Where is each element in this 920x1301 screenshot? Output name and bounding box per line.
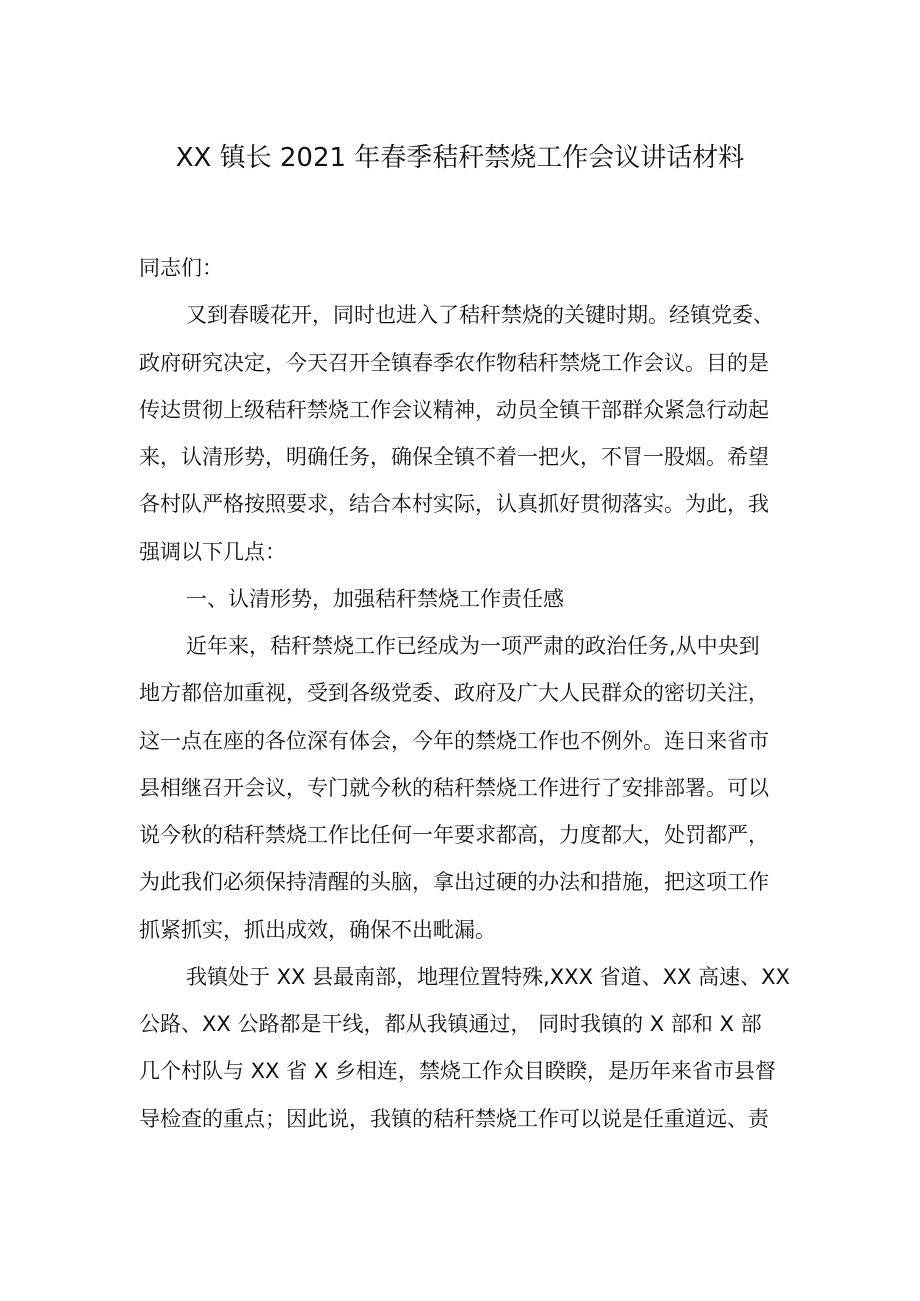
document-title: XX 镇长 2021 年春季秸秆禁烧工作会议讲话材料 xyxy=(175,143,745,173)
paragraph-line: 强调以下几点： xyxy=(139,539,286,564)
document-body xyxy=(139,248,799,1146)
paragraph-line: 说今秋的秸秆禁烧工作比任何一年要求都高，力度都大，处罚都严， xyxy=(139,823,769,847)
paragraph-line: 近年来，秸秆禁烧工作已经成为一项严肃的政治任务,从中央到 xyxy=(186,634,760,658)
paragraph-line: 来，认清形势，明确任务，确保全镇不着一把火，不冒一股烟。希望 xyxy=(139,445,769,469)
paragraph-line: 抓紧抓实，抓出成效，确保不出毗漏。 xyxy=(139,917,496,942)
paragraph-line: 各村队严格按照要求，结合本村实际，认真抓好贯彻落实。为此，我 xyxy=(139,492,769,517)
paragraph-line: 又到春暖花开，同时也进入了秸秆禁烧的关键时期。经镇党委、 xyxy=(186,303,774,328)
paragraph-line: 导检查的重点；因此说，我镇的秸秆禁烧工作可以说是任重道远、责 xyxy=(139,1106,769,1131)
paragraph-line: 几个村队与 XX 省 X 乡相连，禁烧工作众目睽睽，是历年来省市县督 xyxy=(139,1059,776,1084)
section-heading: 一、认清形势，加强秸秆禁烧工作责任感 xyxy=(186,586,564,611)
paragraph-line: 地方都倍加重视，受到各级党委、政府及广大人民群众的密切关注， xyxy=(139,681,769,706)
paragraph-line: 公路、XX 公路都是干线，都从我镇通过， 同时我镇的 X 部和 X 部 xyxy=(139,1012,762,1036)
paragraph-line: 我镇处于 XX 县最南部，地理位置特殊,XXX 省道、XX 高速、XX xyxy=(186,964,790,989)
salutation-line: 同志们： xyxy=(139,256,223,280)
paragraph-line: 传达贯彻上级秸秆禁烧工作会议精神，动员全镇干部群众紧急行动起 xyxy=(139,397,769,422)
paragraph-line: 县相继召开会议，专门就今秋的秸秆禁烧工作进行了安排部署。可以 xyxy=(139,775,769,800)
paragraph-line: 政府研究决定，今天召开全镇春季农作物秸秆禁烧工作会议。目的是 xyxy=(139,350,769,375)
paragraph-line: 这一点在座的各位深有体会，今年的禁烧工作也不例外。连日来省市 xyxy=(139,728,769,753)
paragraph-line: 为此我们必须保持清醒的头脑，拿出过硬的办法和措施，把这项工作 xyxy=(139,870,769,895)
